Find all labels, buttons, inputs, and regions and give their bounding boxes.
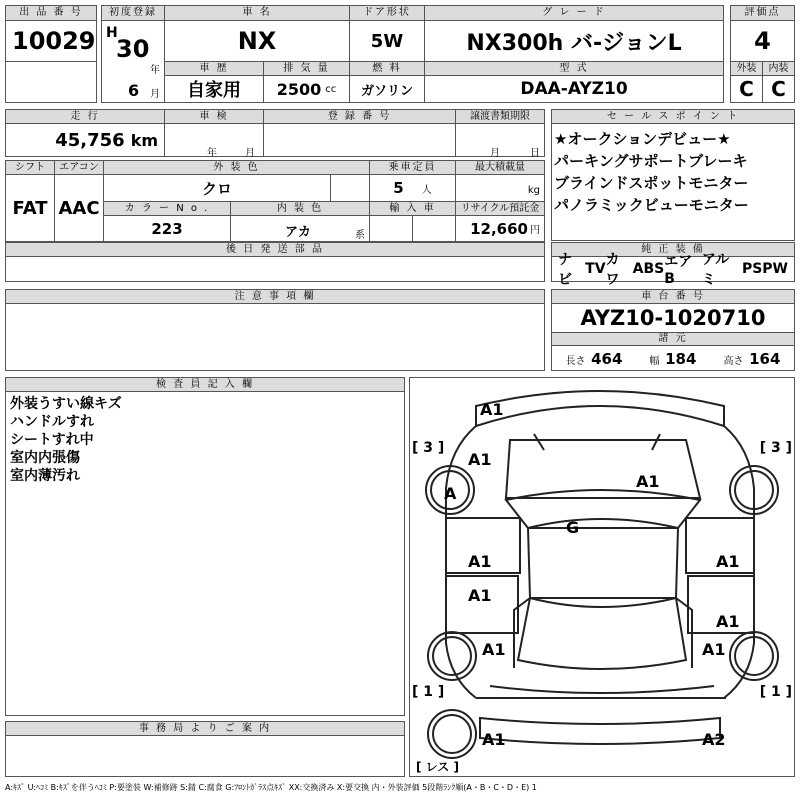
car-diagram (409, 377, 795, 777)
capacity-label: 乗車定員 (369, 160, 456, 175)
height: 164 (749, 349, 781, 368)
color-no: 223 (103, 215, 231, 242)
equip-pw: PW (762, 261, 788, 277)
equip-leather: カワ (605, 252, 620, 288)
aircon-label: エアコン (54, 160, 104, 175)
mark-rear-left: A1 (482, 730, 506, 749)
capacity: 5 (393, 179, 404, 197)
mark-rear-right: A2 (702, 730, 726, 749)
int-color: アカ (285, 225, 311, 240)
legend: A:ｷｽﾞ U:ﾍｺﾐ B:ｷｽﾞを伴うﾍｺﾐ P:要塗装 W:補修跡 S:錆 C:腐食 G:ﾌﾛﾝﾄｶﾞﾗｽ点ｷｽﾞ XX:交換済み X:要交換 内・外装評価 5段階ﾗﾝｸ順(A・B・C・D・E) 1 (5, 783, 537, 792)
car-name: NX (164, 20, 350, 62)
shift-label: シフト (5, 160, 55, 175)
mark-right-front-door: A1 (716, 552, 740, 571)
inspection-year-unit: 年 (207, 148, 217, 159)
reg-no-cell (263, 123, 456, 157)
ext-color-label: 外 装 色 (103, 160, 370, 175)
exterior: C (730, 75, 763, 103)
later-parts-label: 後 日 発 送 部 品 (5, 242, 545, 257)
model-label: 型 式 (424, 61, 724, 76)
mark-roof: G (566, 518, 580, 537)
score: 4 (730, 20, 795, 62)
ext-color-extra (330, 174, 370, 202)
tire-front-right: [ 3 ] (759, 440, 792, 456)
import-label: 輸 入 車 (369, 201, 456, 216)
interior: C (762, 75, 795, 103)
recycle-cell (455, 215, 545, 242)
interior-label: 内装 (762, 61, 795, 76)
inspector-note-2: ハンドルすれ (10, 414, 94, 430)
reg-year-unit: 年 (150, 65, 160, 76)
specs-label: 諸 元 (551, 332, 795, 346)
int-color-label: 内 装 色 (230, 201, 370, 216)
notes-box (5, 303, 545, 371)
equipment-label: 純 正 装 備 (551, 242, 795, 257)
sales-points-label: セ ー ル ス ポ イ ン ト (551, 109, 795, 124)
width-label: 幅 (649, 355, 660, 367)
car-name-label: 車 名 (164, 5, 350, 21)
mark-left-rear-door: A1 (468, 586, 492, 605)
inspection-label: 車 検 (164, 109, 264, 124)
int-color-cell (230, 215, 370, 242)
mark-front-bumper: A1 (480, 400, 504, 419)
lot-no: 10029 (5, 20, 97, 62)
ext-color: クロ (103, 174, 331, 202)
inspection-cell (164, 123, 264, 157)
spare-tire: [ レス ] (416, 760, 459, 774)
equipment-row (551, 252, 795, 288)
reg-month-unit: 月 (150, 89, 160, 100)
equip-navi: ナビ (558, 252, 572, 288)
exterior-label: 外装 (730, 61, 763, 76)
sales-point-3: ブラインドスポットモニター (554, 174, 749, 192)
inspector-label: 検 査 員 記 入 欄 (5, 377, 405, 392)
mark-hood: A1 (636, 472, 660, 491)
era: H (106, 25, 118, 41)
history-label: 車 歴 (164, 61, 264, 76)
sales-point-2: パーキングサポートブレーキ (554, 152, 748, 170)
chassis-label: 車 台 番 号 (551, 289, 795, 304)
max-load-cell (455, 174, 545, 202)
recycle: 12,660 (470, 219, 528, 238)
import-cell-1 (369, 215, 413, 242)
fuel: ガソリン (349, 75, 425, 103)
mileage-cell (5, 123, 165, 157)
sales-point-4: パノラミックビューモニター (554, 196, 749, 214)
equip-tv: TV (585, 261, 606, 277)
door: 5W (349, 20, 425, 62)
capacity-cell (369, 174, 456, 202)
mark-left-front-wheel: A (444, 484, 457, 503)
displacement-unit: cc (325, 83, 337, 95)
tire-front-left: [ 3 ] (412, 440, 445, 456)
mileage: 45,756 (55, 129, 125, 151)
transfer-label: 譲渡書類期限 (455, 109, 545, 124)
recycle-label: リサイクル預託金 (455, 201, 545, 216)
max-load-unit: kg (527, 185, 540, 196)
car-outline (410, 378, 794, 776)
reg-month: 6 (128, 81, 140, 100)
reg-year: 30 (116, 35, 150, 63)
first-reg-label: 初度登録 (101, 5, 165, 21)
capacity-unit: 人 (421, 184, 432, 196)
tire-rear-right: [ 1 ] (759, 684, 792, 700)
first-reg-box (101, 20, 165, 103)
specs-row (551, 345, 795, 371)
color-no-label: カ ラ ー N o . (103, 201, 231, 216)
office-label: 事 務 局 よ り ご 案 内 (5, 721, 405, 736)
equip-abs: ABS (632, 261, 665, 277)
equip-alloy: アルミ (701, 252, 730, 288)
mark-left-front-door: A1 (468, 552, 492, 571)
score-label: 評価点 (730, 5, 795, 21)
sales-points-box (551, 123, 795, 241)
int-color-unit: 系 (355, 230, 365, 241)
max-load-label: 最大積載量 (455, 160, 545, 175)
transfer-cell (455, 123, 545, 157)
office-box (5, 735, 405, 777)
inspection-month-unit: 月 (245, 148, 255, 159)
later-parts-cell (5, 256, 545, 282)
model: DAA-AYZ10 (424, 75, 724, 103)
fuel-label: 燃 料 (349, 61, 425, 76)
length: 464 (591, 349, 623, 368)
inspector-note-1: 外装うすい線キズ (10, 396, 122, 412)
inspector-box (5, 391, 405, 716)
shift: FAT (5, 174, 55, 242)
sales-point-1: ★オークションデビュー★ (554, 130, 731, 148)
mark-right-rear-fender: A1 (702, 640, 726, 659)
height-label: 高さ (723, 355, 744, 367)
notes-label: 注 意 事 項 欄 (5, 289, 545, 304)
lot-no-blank (5, 61, 97, 103)
lot-no-label: 出 品 番 号 (5, 5, 97, 21)
transfer-day-unit: 日 (530, 148, 540, 159)
mark-left-rear-fender: A1 (482, 640, 506, 659)
recycle-unit: 円 (530, 225, 540, 236)
displacement-cell (263, 75, 350, 103)
chassis-no: AYZ10-1020710 (551, 303, 795, 333)
inspector-note-3: シートすれ中 (10, 432, 94, 448)
door-label: ドア形状 (349, 5, 425, 21)
history: 自家用 (164, 75, 264, 103)
length-label: 長さ (565, 355, 586, 367)
grade-label: グ レ ー ド (424, 5, 724, 21)
displacement: 2500 (276, 79, 322, 99)
mileage-unit: km (130, 130, 158, 150)
inspector-note-5: 室内薄汚れ (10, 468, 80, 484)
mark-left-front-fender: A1 (468, 450, 492, 469)
mark-right-rear-door: A1 (716, 612, 740, 631)
equip-ps: PS (741, 261, 763, 277)
width: 184 (665, 349, 697, 368)
grade: NX300h バ-ジョンL (424, 20, 724, 62)
transfer-month-unit: 月 (490, 148, 500, 159)
reg-no-label: 登 録 番 号 (263, 109, 456, 124)
displacement-label: 排 気 量 (263, 61, 350, 76)
inspector-note-4: 室内内張傷 (10, 450, 80, 466)
tire-rear-left: [ 1 ] (412, 684, 445, 700)
aircon: AAC (54, 174, 104, 242)
mileage-label: 走 行 (5, 109, 165, 124)
import-cell-2 (412, 215, 456, 242)
equip-airbag: エアB (664, 254, 693, 287)
